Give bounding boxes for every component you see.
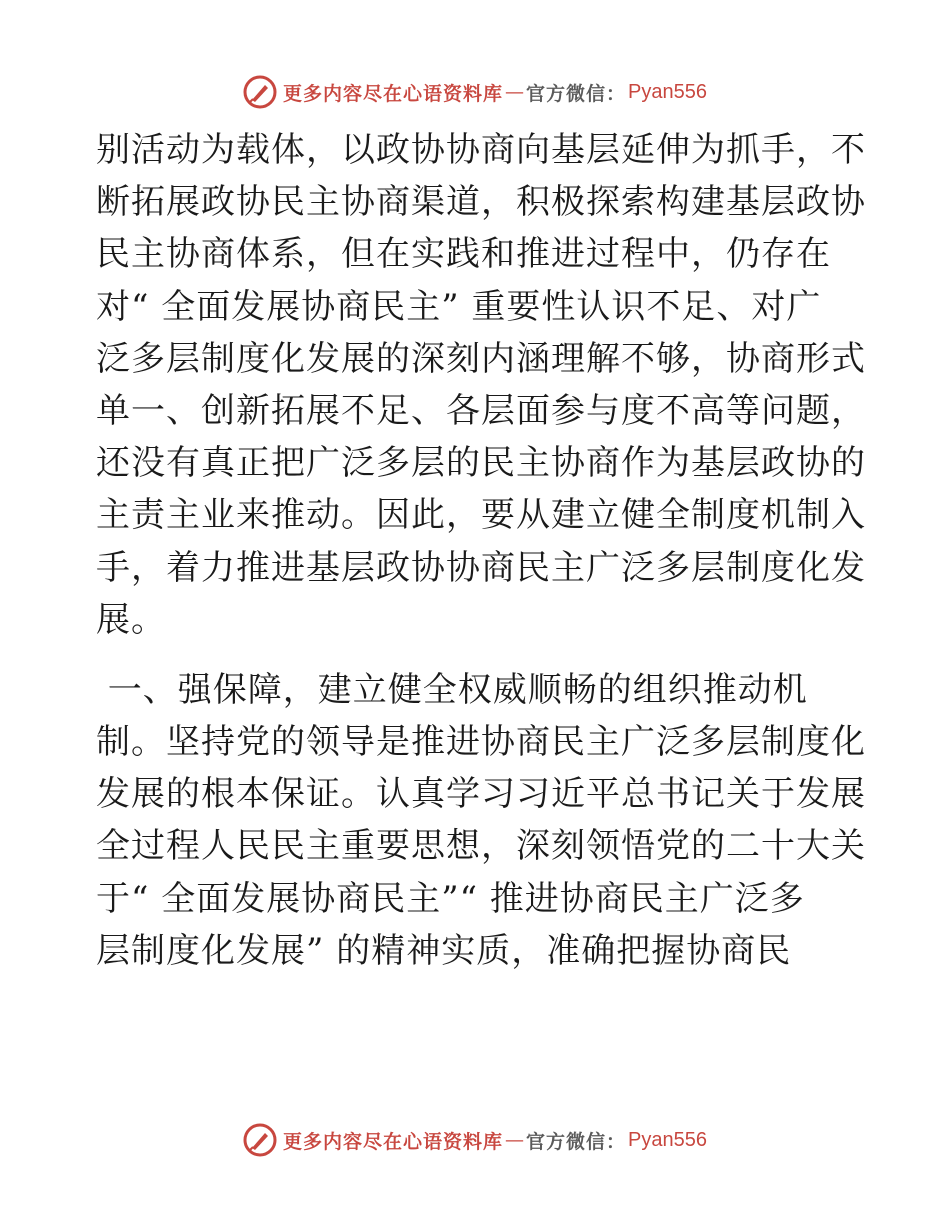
text-line: 主责主业来推动。因此，要从建立健全制度机制入 [96,495,866,536]
pen-logo-icon [243,75,277,109]
banner-wechat-label: 官方微信： [526,1130,627,1153]
text-line: 层制度化发展” 的精神实质，准确把握协商民 [96,930,792,971]
text-line: 泛多层制度化发展的深刻内涵理解不够，协商形式 [96,338,866,379]
banner-wechat-id: Pyan556 [628,1128,707,1151]
text-line: 于“ 全面发展协商民主”“ 推进协商民主广泛多 [96,878,805,919]
banner-wechat-id: Pyan556 [628,80,707,103]
section-heading-line: 一、强保障，建立健全权威顺畅的组织推动机 [96,669,808,710]
text-line: 展。 [96,599,166,640]
banner-dash: — [505,1129,525,1151]
text-line: 别活动为载体，以政协协商向基层延伸为抓手，不 [96,130,866,170]
banner-dash: — [505,81,525,103]
text-line: 对“ 全面发展协商民主” 重要性认识不足、对广 [96,286,822,327]
text-line: 断拓展政协民主协商渠道，积极探索构建基层政协 [96,182,866,223]
footer-banner [0,1120,950,1160]
text-line: 全过程人民民主重要思想，深刻领悟党的二十大关 [96,826,866,867]
text-line: 还没有真正把广泛多层的民主协商作为基层政协的 [96,443,866,484]
text-line: 制。坚持党的领导是推进协商民主广泛多层制度化 [96,722,866,763]
text-line: 发展的根本保证。认真学习习近平总书记关于发展 [96,774,866,815]
text-line: 民主协商体系，但在实践和推进过程中，仍存在 [96,234,831,275]
banner-title: 更多内容尽在心语资料库 [283,82,504,105]
paragraph-2 [96,664,866,977]
text-line: 手，着力推进基层政协协商民主广泛多层制度化发 [96,547,866,588]
document-body [96,124,866,977]
header-banner [0,72,950,112]
pen-logo-icon [243,1123,277,1157]
banner-title: 更多内容尽在心语资料库 [283,1130,504,1153]
paragraph-1 [96,124,866,646]
text-line: 单一、创新拓展不足、各层面参与度不高等问题， [96,390,866,431]
banner-wechat-label: 官方微信： [526,82,627,105]
